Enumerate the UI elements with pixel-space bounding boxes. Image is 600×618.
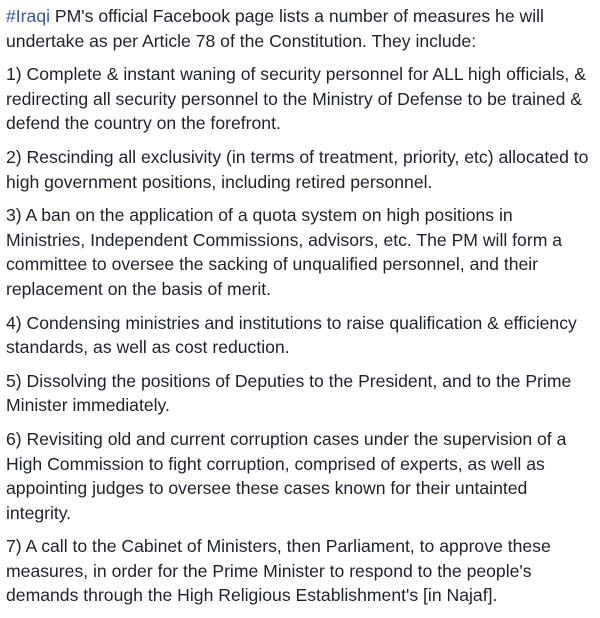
measure-item-1: 1) Complete & instant waning of security personnel for ALL high officials, & redirecting all security personnel to the Ministry of Defense to be trained & defend the country on the forefront. — [6, 64, 586, 134]
measure-item-3: 3) A ban on the application of a quota system on high positions in Ministries, Independent Commissions, advisors, etc. The PM will form a committee to oversee the sacking of unqualified personnel, and their replacement on the basis of merit. — [6, 205, 563, 299]
hashtag-link[interactable]: #Iraqi — [6, 6, 51, 26]
post-intro — [6, 4, 594, 53]
measure-item-6: 6) Revisiting old and current corruption cases under the supervision of a High Commission to fight corruption, comprised of experts, as well as appointing judges to oversee these cases known for their untainted integrity. — [6, 428, 567, 523]
measure-item-7: 7) A call to the Cabinet of Ministers, then Parliament, to approve these measures, in order for the Prime Minister to respond to the people's demands through the High Religious Establishment's [in Najaf]. — [6, 536, 551, 606]
measure-item-2: 2) Rescinding all exclusivity (in terms of treatment, priority, etc) allocated to high government positions, including retired personnel. — [6, 146, 589, 192]
measure-item-5: 5) Dissolving the positions of Deputies to the President, and to the Prime Minister immediately. — [6, 370, 572, 416]
measure-item-4: 4) Condensing ministries and institutions to raise qualification & efficiency standards, as well as cost reduction. — [6, 312, 577, 358]
intro-text: PM's official Facebook page lists a number of measures he will undertake as per Article 78 of the Constitution. They include: — [6, 6, 544, 51]
